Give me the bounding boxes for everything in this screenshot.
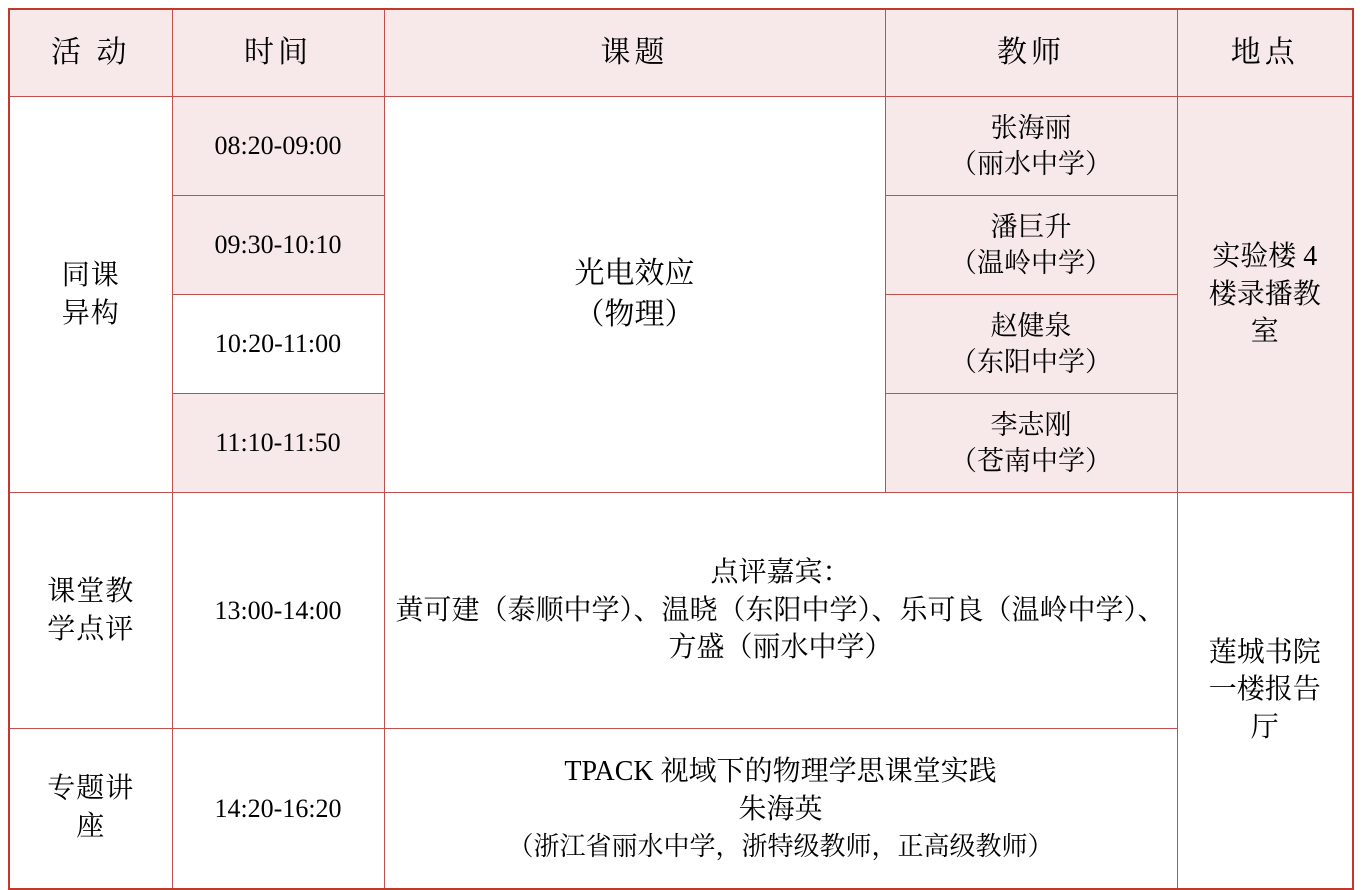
teacher-name: 李志刚: [990, 409, 1072, 440]
activity-label-line1: 专题讲: [47, 773, 135, 805]
cell-activity-lecture: [9, 729, 172, 889]
activity-label-line1: 课堂教: [47, 575, 135, 607]
place-line2: 一楼报告: [1208, 674, 1321, 706]
column-header-time: 时间: [172, 9, 384, 97]
teacher-school: （东阳中学）: [950, 347, 1112, 377]
lecture-affiliation: （浙江省丽水中学，浙特级教师，正高级教师）: [507, 831, 1054, 861]
table-header: [9, 9, 1353, 97]
cell-topic-physics: [384, 97, 885, 493]
lecture-title: TPACK 视域下的物理学思课堂实践: [564, 755, 997, 787]
cell-teacher: [885, 295, 1177, 394]
schedule-table: [8, 8, 1354, 890]
place-line2: 楼录播教: [1208, 278, 1321, 310]
topic-title: 光电效应: [574, 257, 695, 290]
cell-time: 13:00-14:00: [172, 493, 384, 729]
cell-time: 14:20-16:20: [172, 729, 384, 889]
cell-teacher: [885, 394, 1177, 493]
teacher-name: 张海丽: [990, 112, 1072, 143]
header-row: [9, 9, 1353, 97]
cell-place-lab-building: [1177, 97, 1353, 493]
cell-activity-cokeyi: [9, 97, 172, 493]
cell-time: 08:20-09:00: [172, 97, 384, 196]
cell-time: 11:10-11:50: [172, 394, 384, 493]
table-row: [9, 493, 1353, 729]
column-header-activity: 活 动: [9, 9, 172, 97]
cell-review-guests: [384, 493, 1177, 729]
teacher-school: （苍南中学）: [950, 446, 1112, 476]
cell-place-lecture-hall: [1177, 493, 1353, 889]
cell-time: 10:20-11:00: [172, 295, 384, 394]
teacher-school: （丽水中学）: [950, 149, 1112, 179]
place-line1: 莲城书院: [1208, 636, 1321, 668]
cell-teacher: [885, 97, 1177, 196]
teacher-name: 赵健泉: [990, 310, 1072, 341]
column-header-place: 地点: [1177, 9, 1353, 97]
cell-lecture-detail: [384, 729, 1177, 889]
topic-subject: （物理）: [574, 297, 695, 331]
teacher-school: （温岭中学）: [950, 248, 1112, 278]
lecture-speaker: 朱海英: [738, 793, 823, 825]
activity-label-line2: 学点评: [47, 613, 135, 645]
cell-time: 09:30-10:10: [172, 196, 384, 295]
teacher-name: 潘巨升: [990, 211, 1072, 242]
column-header-teacher: 教师: [885, 9, 1177, 97]
column-header-topic: 课题: [384, 9, 885, 97]
review-guest-list: 黄可建（泰顺中学）、温晓（东阳中学）、乐可良（温岭中学）、方盛（丽水中学）: [395, 594, 1166, 664]
table-body: [9, 97, 1353, 889]
activity-label-line2: 异构: [61, 297, 120, 329]
place-line1: 实验楼 4: [1212, 240, 1318, 272]
table-row: [9, 729, 1353, 889]
cell-teacher: [885, 196, 1177, 295]
place-line3: 室: [1250, 316, 1279, 348]
activity-label-line1: 同课: [61, 259, 120, 291]
place-line3: 厅: [1250, 712, 1279, 744]
table-row: [9, 97, 1353, 196]
review-title: 点评嘉宾：: [710, 556, 851, 588]
cell-activity-review: [9, 493, 172, 729]
activity-label-line2: 座: [76, 811, 106, 843]
